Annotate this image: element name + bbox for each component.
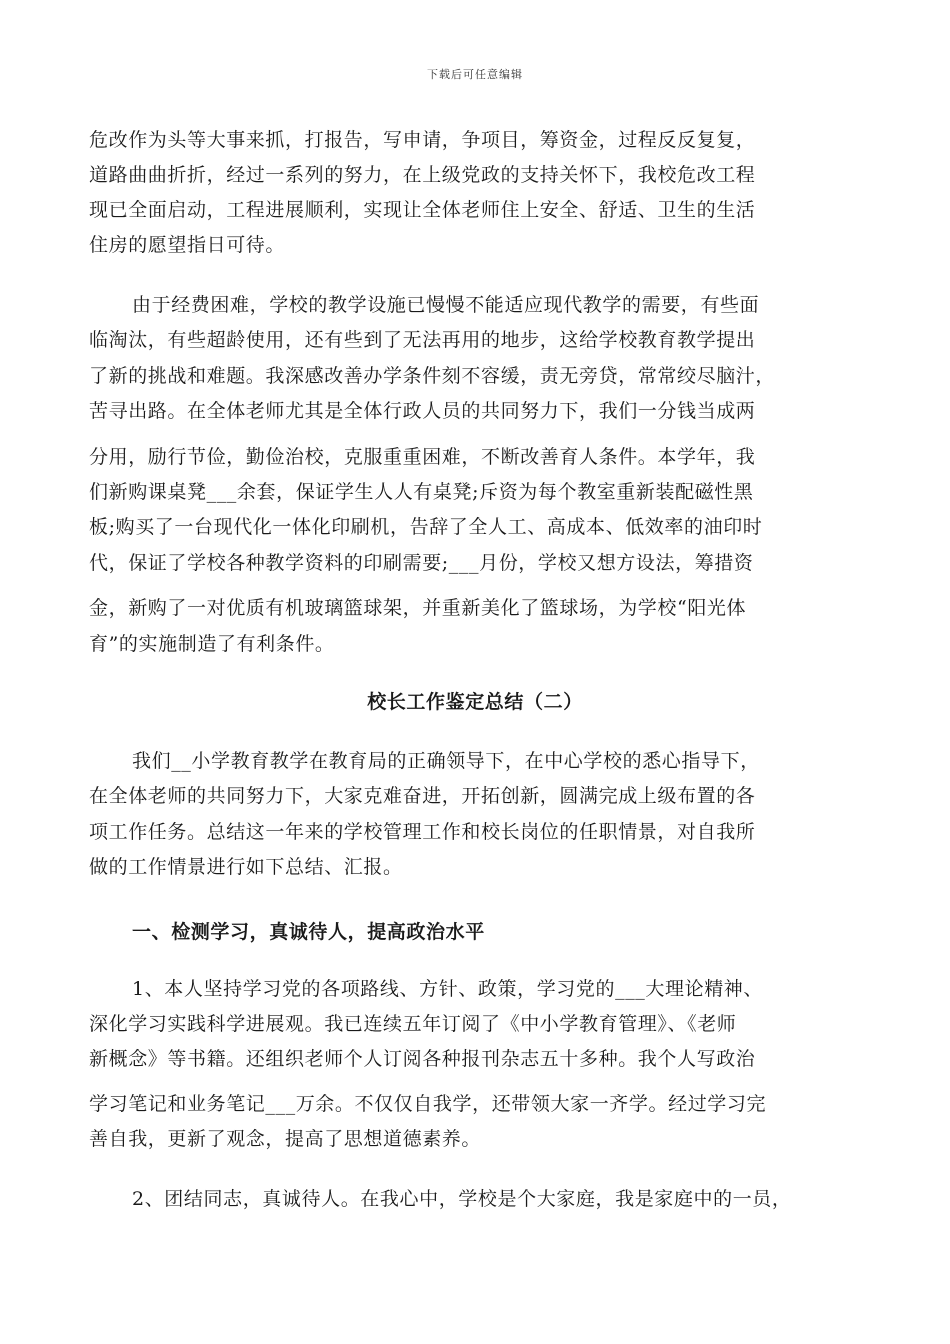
para3-line-1: 我们__小学教育教学在教育局的正确领导下，在中心学校的悉心指导下， (132, 750, 760, 772)
para4-line-3: 新概念》等书籍。还组织老师个人订阅各种报刊杂志五十多种。我个人写政治 (89, 1048, 756, 1070)
para5-line-1: 2、团结同志，真诚待人。在我心中，学校是个大家庭，我是家庭中的一员， (132, 1188, 792, 1210)
para1-line-2: 道路曲曲折折，经过一系列的努力，在上级党政的支持关怀下，我校危改工程 (89, 164, 756, 186)
para1-line-1: 危改作为头等大事来抓，打报告，写申请，争项目，筹资金，过程反反复复， (89, 129, 756, 151)
para2-line-7: 板;购买了一台现代化一体化印刷机，告辞了全人工、高成本、低效率的油印时 (89, 516, 763, 538)
para2-line-9: 金，新购了一对优质有机玻璃篮球架，并重新美化了篮球场，为学校“阳光体 (89, 597, 747, 619)
para2-line-1: 由于经费困难，学校的教学设施已慢慢不能适应现代教学的需要，有些面 (132, 294, 760, 316)
section-title: 校长工作鉴定总结（二） (367, 691, 583, 713)
para2-line-5: 分用，励行节俭，勤俭治校，克服重重困难，不断改善育人条件。本学年，我 (89, 446, 756, 468)
header-note: 下载后可任意编辑 (427, 68, 523, 81)
para4-line-4: 学习笔记和业务笔记___万余。不仅仅自我学，还带领大家一齐学。经过学习完 (89, 1093, 767, 1115)
para2-line-6: 们新购课桌凳___余套，保证学生人人有桌凳;斥资为每个教室重新装配磁性黑 (89, 481, 754, 503)
para4-line-5: 善自我，更新了观念，提高了思想道德素养。 (89, 1128, 482, 1150)
para2-line-4: 苦寻出路。在全体老师尤其是全体行政人员的共同努力下，我们一分钱当成两 (89, 400, 756, 422)
para2-line-2: 临淘汰，有些超龄使用，还有些到了无法再用的地步，这给学校教育教学提出 (89, 329, 756, 351)
para1-line-4: 住房的愿望指日可待。 (89, 234, 286, 256)
para3-line-2: 在全体老师的共同努力下，大家克难奋进，开拓创新，圆满完成上级布置的各 (89, 785, 756, 807)
para4-line-1: 1、本人坚持学习党的各项路线、方针、政策，学习党的___大理论精神、 (132, 978, 763, 1000)
para1-line-3: 现已全面启动，工程进展顺利，实现让全体老师住上安全、舒适、卫生的生活 (89, 199, 756, 221)
para3-line-3: 项工作任务。总结这一年来的学校管理工作和校长岗位的任职情景，对自我所 (89, 821, 756, 843)
para2-line-8: 代，保证了学校各种教学资料的印刷需要;___月份，学校又想方设法，筹措资 (89, 552, 754, 574)
para2-line-3: 了新的挑战和难题。我深感改善办学条件刻不容缓，责无旁贷，常常绞尽脑汁， (89, 365, 776, 387)
para4-line-2: 深化学习实践科学进展观。我已连续五年订阅了《中小学教育管理》、《老师 (89, 1013, 737, 1035)
para2-line-10: 育”的实施制造了有利条件。 (89, 633, 335, 655)
para3-line-4: 做的工作情景进行如下总结、汇报。 (89, 856, 403, 878)
subheading-1: 一、检测学习，真诚待人，提高政治水平 (132, 921, 485, 943)
